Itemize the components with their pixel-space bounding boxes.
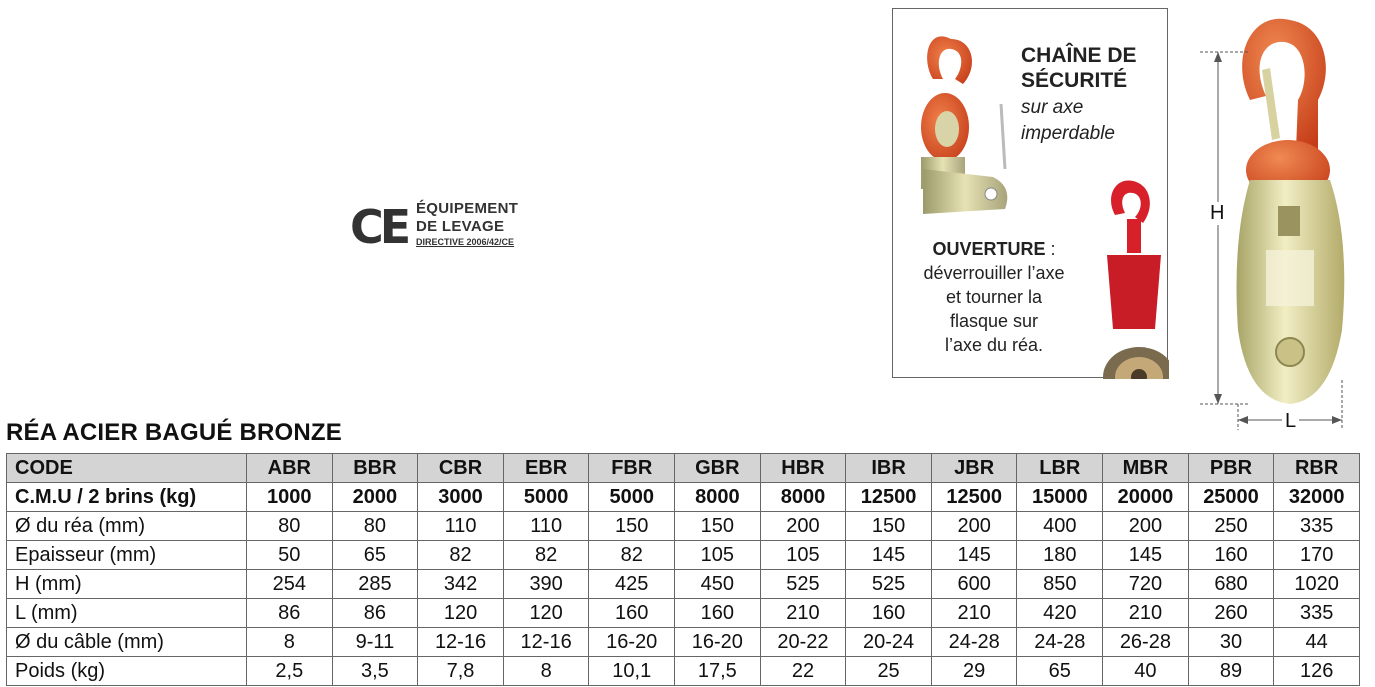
table-cell: 3000 [418, 483, 504, 512]
table-cell: 390 [503, 570, 589, 599]
table-row-0 [7, 483, 1360, 512]
table-cell: 170 [1274, 541, 1360, 570]
main-block-image [1237, 19, 1345, 404]
ce-logo: CE [350, 200, 408, 254]
table-cell: 40 [1103, 657, 1189, 686]
table-cell: LBR [1017, 454, 1103, 483]
table-cell: FBR [589, 454, 675, 483]
table-cell: 2000 [332, 483, 418, 512]
table-cell: 86 [247, 599, 333, 628]
table-cell: 25 [846, 657, 932, 686]
table-cell: 24-28 [1017, 628, 1103, 657]
table-cell: MBR [1103, 454, 1189, 483]
inset-box [892, 8, 1168, 378]
table-cell: 86 [332, 599, 418, 628]
table-cell: 7,8 [418, 657, 504, 686]
table-cell: 335 [1274, 512, 1360, 541]
table-cell: 150 [589, 512, 675, 541]
table-cell: 8000 [675, 483, 761, 512]
opening-instructions [899, 237, 1089, 357]
table-row-6 [7, 657, 1360, 686]
table-cell: 20-22 [760, 628, 846, 657]
table-cell: 180 [1017, 541, 1103, 570]
table-cell: 16-20 [675, 628, 761, 657]
table-cell: 65 [1017, 657, 1103, 686]
table-cell: 525 [846, 570, 932, 599]
table-cell: 26-28 [1103, 628, 1189, 657]
chain-subtitle-line1: sur axe [1021, 97, 1084, 118]
table-row-1 [7, 512, 1360, 541]
table-cell: 82 [503, 541, 589, 570]
spec-table-body [7, 454, 1360, 686]
table-cell: 5000 [503, 483, 589, 512]
table-cell: 285 [332, 570, 418, 599]
opening-colon: : [1045, 239, 1056, 259]
row-label: C.M.U / 2 brins (kg) [7, 483, 247, 512]
table-cell: 80 [247, 512, 333, 541]
table-cell: IBR [846, 454, 932, 483]
table-cell: 15000 [1017, 483, 1103, 512]
table-cell: JBR [931, 454, 1017, 483]
table-cell: 525 [760, 570, 846, 599]
table-cell: 200 [760, 512, 846, 541]
table-cell: BBR [332, 454, 418, 483]
table-cell: 10,1 [589, 657, 675, 686]
table-cell: 3,5 [332, 657, 418, 686]
table-row-3 [7, 570, 1360, 599]
table-cell: 20000 [1103, 483, 1189, 512]
table-cell: 120 [503, 599, 589, 628]
table-cell: 8 [503, 657, 589, 686]
table-cell: 160 [589, 599, 675, 628]
table-cell: 720 [1103, 570, 1189, 599]
h-dimension [1200, 52, 1250, 404]
table-cell: CBR [418, 454, 504, 483]
table-cell: 12-16 [503, 628, 589, 657]
table-cell: 400 [1017, 512, 1103, 541]
chain-block-image [921, 36, 1007, 214]
table-cell: 9-11 [332, 628, 418, 657]
table-cell: 120 [418, 599, 504, 628]
table-cell: 25000 [1188, 483, 1274, 512]
table-cell: 110 [418, 512, 504, 541]
table-cell: 44 [1274, 628, 1360, 657]
table-cell: 145 [846, 541, 932, 570]
table-row-4 [7, 599, 1360, 628]
table-cell: 425 [589, 570, 675, 599]
table-cell: ABR [247, 454, 333, 483]
table-cell: 20-24 [846, 628, 932, 657]
table-cell: 210 [1103, 599, 1189, 628]
table-cell: 8 [247, 628, 333, 657]
table-cell: EBR [503, 454, 589, 483]
table-cell: 145 [1103, 541, 1189, 570]
table-cell: 29 [931, 657, 1017, 686]
ce-line2: DE LEVAGE [416, 218, 505, 235]
table-cell: 210 [931, 599, 1017, 628]
table-cell: 32000 [1274, 483, 1360, 512]
chain-title-line2: SÉCURITÉ [1021, 69, 1128, 92]
row-label: Ø du réa (mm) [7, 512, 247, 541]
table-cell: 260 [1188, 599, 1274, 628]
table-cell: 150 [675, 512, 761, 541]
opening-line2: et tourner la [945, 287, 1043, 307]
opening-label: OUVERTURE [932, 239, 1046, 259]
table-title: RÉA ACIER BAGUÉ BRONZE [6, 419, 342, 446]
table-cell: 210 [760, 599, 846, 628]
table-cell: 22 [760, 657, 846, 686]
table-cell: PBR [1188, 454, 1274, 483]
table-cell: HBR [760, 454, 846, 483]
table-cell: 160 [1188, 541, 1274, 570]
row-label: L (mm) [7, 599, 247, 628]
table-cell: 850 [1017, 570, 1103, 599]
table-cell: 80 [332, 512, 418, 541]
row-label: Epaisseur (mm) [7, 541, 247, 570]
table-cell: 82 [418, 541, 504, 570]
table-cell: 1020 [1274, 570, 1360, 599]
table-cell: 5000 [589, 483, 675, 512]
table-cell: 12500 [846, 483, 932, 512]
table-row-5 [7, 628, 1360, 657]
table-cell: 12-16 [418, 628, 504, 657]
row-label: Ø du câble (mm) [7, 628, 247, 657]
red-hook-block-image [1103, 180, 1169, 379]
ce-text [416, 200, 518, 248]
table-cell: 1000 [247, 483, 333, 512]
table-cell: 16-20 [589, 628, 675, 657]
chain-subtitle-line2: imperdable [1021, 123, 1115, 144]
table-cell: 450 [675, 570, 761, 599]
table-cell: 254 [247, 570, 333, 599]
table-cell: 89 [1188, 657, 1274, 686]
table-cell: 342 [418, 570, 504, 599]
table-row-2 [7, 541, 1360, 570]
table-cell: 680 [1188, 570, 1274, 599]
table-cell: 126 [1274, 657, 1360, 686]
table-cell: 150 [846, 512, 932, 541]
table-row-header [7, 454, 1360, 483]
h-label: H [1210, 202, 1225, 224]
table-cell: 110 [503, 512, 589, 541]
table-cell: 600 [931, 570, 1017, 599]
table-cell: 105 [760, 541, 846, 570]
row-label: Poids (kg) [7, 657, 247, 686]
ce-line1: ÉQUIPEMENT [416, 200, 519, 217]
spec-table [6, 453, 1360, 686]
table-cell: GBR [675, 454, 761, 483]
table-cell: RBR [1274, 454, 1360, 483]
table-cell: 250 [1188, 512, 1274, 541]
table-cell: 2,5 [247, 657, 333, 686]
table-cell: 17,5 [675, 657, 761, 686]
table-cell: 335 [1274, 599, 1360, 628]
row-label: CODE [7, 454, 247, 483]
chain-title-line1: CHAÎNE DE [1021, 44, 1137, 67]
table-cell: 145 [931, 541, 1017, 570]
opening-line1: déverrouiller l’axe [923, 263, 1065, 283]
l-label: L [1282, 410, 1299, 433]
chain-subtitle [1021, 95, 1115, 147]
table-cell: 24-28 [931, 628, 1017, 657]
table-cell: 8000 [760, 483, 846, 512]
table-cell: 200 [1103, 512, 1189, 541]
table-cell: 50 [247, 541, 333, 570]
ce-marking [350, 198, 550, 258]
row-label: H (mm) [7, 570, 247, 599]
opening-line4: l’axe du réa. [944, 335, 1044, 355]
table-cell: 30 [1188, 628, 1274, 657]
table-cell: 160 [846, 599, 932, 628]
chain-title [1021, 43, 1137, 93]
table-cell: 12500 [931, 483, 1017, 512]
table-cell: 82 [589, 541, 675, 570]
table-cell: 65 [332, 541, 418, 570]
table-cell: 160 [675, 599, 761, 628]
table-cell: 105 [675, 541, 761, 570]
table-cell: 420 [1017, 599, 1103, 628]
opening-line3: flasque sur [949, 311, 1039, 331]
ce-directive: DIRECTIVE 2006/42/CE [416, 237, 515, 247]
table-cell: 200 [931, 512, 1017, 541]
